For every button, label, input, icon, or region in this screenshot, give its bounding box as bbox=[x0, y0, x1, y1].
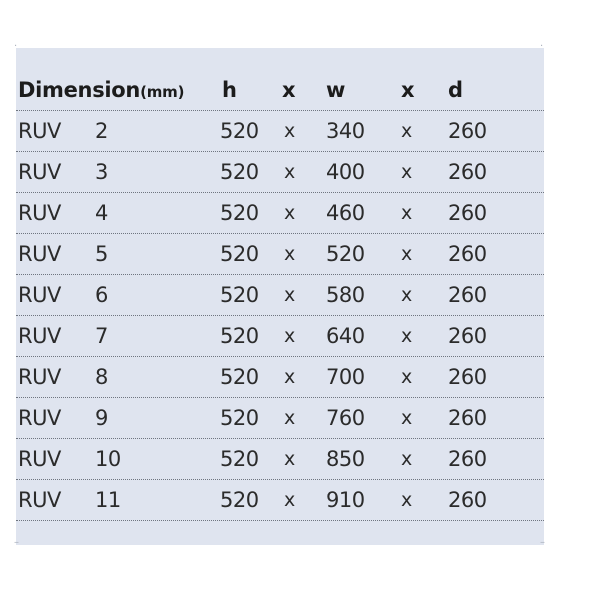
times-cell-1: x bbox=[284, 243, 295, 265]
model-cell: RUV bbox=[18, 283, 61, 307]
table-row bbox=[16, 357, 544, 398]
times-cell-1: x bbox=[284, 325, 295, 347]
depth-cell: 260 bbox=[448, 242, 487, 266]
table-body bbox=[16, 111, 544, 521]
times-cell-1: x bbox=[284, 366, 295, 388]
dimension-header-label: Dimension bbox=[18, 78, 141, 102]
width-cell: 520 bbox=[326, 242, 365, 266]
depth-cell: 260 bbox=[448, 488, 487, 512]
depth-cell: 260 bbox=[448, 365, 487, 389]
crop-mark-top-right: · bbox=[540, 41, 544, 52]
height-cell: 520 bbox=[220, 242, 259, 266]
table-header-row bbox=[16, 70, 544, 111]
width-cell: 340 bbox=[326, 119, 365, 143]
table-row bbox=[16, 480, 544, 521]
width-cell: 700 bbox=[326, 365, 365, 389]
model-cell: RUV bbox=[18, 365, 61, 389]
table-row bbox=[16, 234, 544, 275]
table-footer-space bbox=[16, 521, 544, 551]
model-number-cell: 4 bbox=[95, 201, 108, 225]
table-row bbox=[16, 111, 544, 152]
height-cell: 520 bbox=[220, 488, 259, 512]
model-cell: RUV bbox=[18, 324, 61, 348]
depth-cell: 260 bbox=[448, 160, 487, 184]
depth-cell: 260 bbox=[448, 447, 487, 471]
times-cell-1: x bbox=[284, 448, 295, 470]
times-cell-2: x bbox=[401, 161, 412, 183]
model-cell: RUV bbox=[18, 201, 61, 225]
times-cell-1: x bbox=[284, 407, 295, 429]
dimensions-table bbox=[16, 70, 544, 551]
table-row bbox=[16, 316, 544, 357]
times-header-1: x bbox=[282, 78, 296, 102]
model-number-cell: 7 bbox=[95, 324, 108, 348]
times-cell-2: x bbox=[401, 407, 412, 429]
times-cell-2: x bbox=[401, 284, 412, 306]
depth-cell: 260 bbox=[448, 119, 487, 143]
times-cell-2: x bbox=[401, 489, 412, 511]
model-number-cell: 6 bbox=[95, 283, 108, 307]
height-cell: 520 bbox=[220, 365, 259, 389]
table-row bbox=[16, 152, 544, 193]
table-row bbox=[16, 193, 544, 234]
width-cell: 580 bbox=[326, 283, 365, 307]
times-cell-2: x bbox=[401, 120, 412, 142]
model-number-cell: 11 bbox=[95, 488, 121, 512]
dimension-header-unit: (mm) bbox=[140, 83, 185, 101]
depth-header: d bbox=[448, 78, 463, 102]
width-cell: 400 bbox=[326, 160, 365, 184]
model-number-cell: 5 bbox=[95, 242, 108, 266]
width-cell: 460 bbox=[326, 201, 365, 225]
model-number-cell: 8 bbox=[95, 365, 108, 389]
model-cell: RUV bbox=[18, 119, 61, 143]
height-cell: 520 bbox=[220, 201, 259, 225]
table-row bbox=[16, 275, 544, 316]
width-cell: 910 bbox=[326, 488, 365, 512]
width-cell: 850 bbox=[326, 447, 365, 471]
height-cell: 520 bbox=[220, 160, 259, 184]
times-header-2: x bbox=[401, 78, 415, 102]
dimension-header bbox=[18, 70, 184, 110]
model-cell: RUV bbox=[18, 447, 61, 471]
height-cell: 520 bbox=[220, 283, 259, 307]
model-number-cell: 10 bbox=[95, 447, 121, 471]
width-cell: 640 bbox=[326, 324, 365, 348]
crop-mark-bottom-left: – bbox=[14, 537, 19, 548]
model-number-cell: 3 bbox=[95, 160, 108, 184]
times-cell-1: x bbox=[284, 489, 295, 511]
times-cell-2: x bbox=[401, 366, 412, 388]
depth-cell: 260 bbox=[448, 201, 487, 225]
depth-cell: 260 bbox=[448, 283, 487, 307]
width-header: w bbox=[326, 78, 346, 102]
crop-mark-bottom-right: – bbox=[540, 537, 545, 548]
model-cell: RUV bbox=[18, 160, 61, 184]
height-cell: 520 bbox=[220, 119, 259, 143]
height-header: h bbox=[222, 78, 237, 102]
model-cell: RUV bbox=[18, 242, 61, 266]
model-number-cell: 9 bbox=[95, 406, 108, 430]
times-cell-1: x bbox=[284, 120, 295, 142]
depth-cell: 260 bbox=[448, 406, 487, 430]
height-cell: 520 bbox=[220, 447, 259, 471]
times-cell-1: x bbox=[284, 284, 295, 306]
times-cell-1: x bbox=[284, 161, 295, 183]
crop-mark-top-left: · bbox=[14, 41, 18, 52]
height-cell: 520 bbox=[220, 406, 259, 430]
height-cell: 520 bbox=[220, 324, 259, 348]
width-cell: 760 bbox=[326, 406, 365, 430]
model-number-cell: 2 bbox=[95, 119, 108, 143]
times-cell-2: x bbox=[401, 325, 412, 347]
model-cell: RUV bbox=[18, 488, 61, 512]
depth-cell: 260 bbox=[448, 324, 487, 348]
model-cell: RUV bbox=[18, 406, 61, 430]
times-cell-2: x bbox=[401, 243, 412, 265]
times-cell-2: x bbox=[401, 202, 412, 224]
times-cell-1: x bbox=[284, 202, 295, 224]
times-cell-2: x bbox=[401, 448, 412, 470]
table-row bbox=[16, 439, 544, 480]
table-row bbox=[16, 398, 544, 439]
